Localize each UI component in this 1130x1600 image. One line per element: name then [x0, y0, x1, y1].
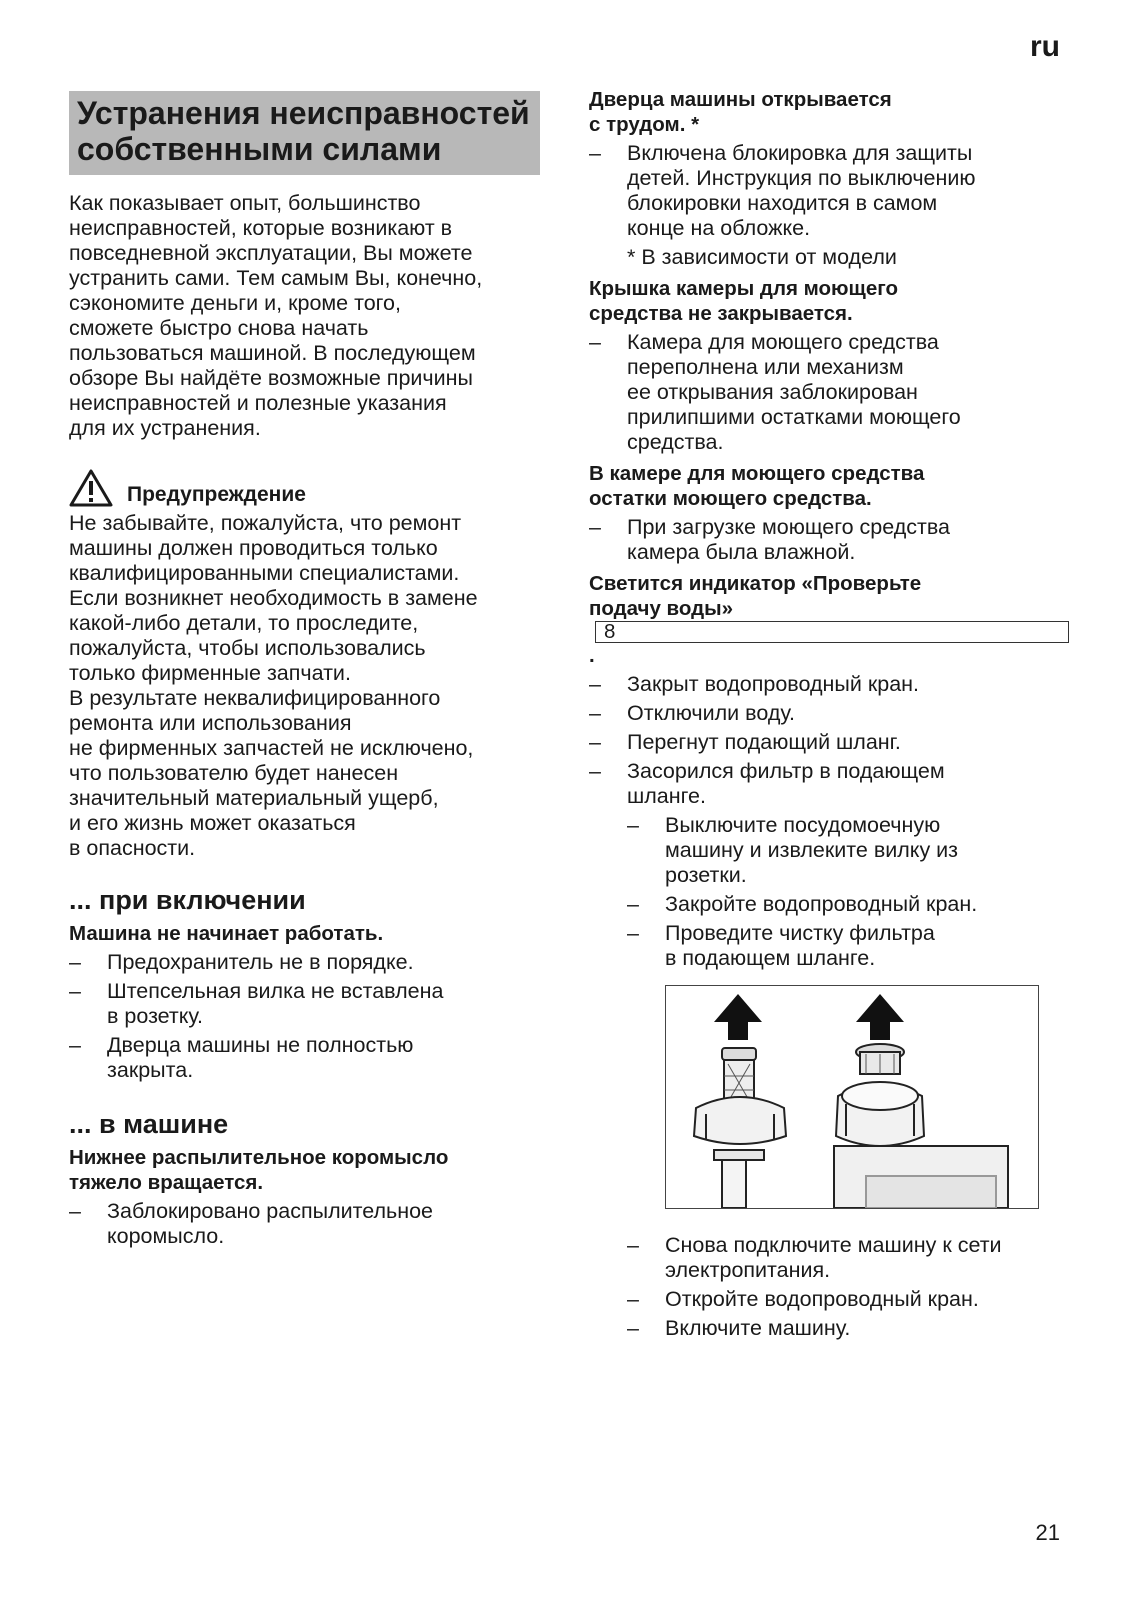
- up-arrow-icon: [856, 994, 904, 1040]
- subheading-spray-arm: Нижнее распылительное коромысло тяжело вращается.: [69, 1146, 449, 1194]
- text-line: неисправностей, которые возникают в: [69, 216, 453, 240]
- warning-title: Предупреждение: [127, 483, 306, 506]
- title-line: Устранения неисправностей: [77, 95, 530, 131]
- step-item: – Снова подключите машину к сети электропитания.: [627, 1233, 1002, 1282]
- list-item: – При загрузке моющего средства камера была влажной.: [589, 515, 950, 564]
- text-line: ремонта или использования: [69, 711, 352, 735]
- page-number: 21: [1035, 1520, 1060, 1545]
- text-line: Не забывайте, пожалуйста, что ремонт: [69, 511, 462, 535]
- text-line: не фирменных запчастей не исключено,: [69, 736, 474, 760]
- text-line: повседневной эксплуатации, Вы можете: [69, 241, 473, 265]
- hose-filter-drawing: [666, 986, 1038, 1208]
- text-line: сэкономите деньги и, кроме того,: [69, 291, 401, 315]
- subheading-lid: Крышка камеры для моющего средства не закрывается.: [589, 277, 899, 325]
- text-line: В результате неквалифицированного: [69, 686, 441, 710]
- step-item: – Закройте водопроводный кран.: [627, 892, 978, 916]
- text-line: в опасности.: [69, 836, 196, 860]
- list-item: – Предохранитель не в порядке.: [69, 950, 414, 974]
- text-line: обзоре Вы найдёте возможные причины: [69, 366, 473, 390]
- text-line: только фирменные запчати.: [69, 661, 351, 685]
- subheading-not-starting: Машина не начинает работать.: [69, 922, 384, 945]
- text-line: и его жизнь может оказаться: [69, 811, 356, 835]
- up-arrow-icon: [714, 994, 762, 1040]
- list-item: – Камера для моющего средства переполнена или механизм ее открывания заблокирован прилипшими остатками моющего средства.: [589, 330, 961, 454]
- step-item: – Включите машину.: [627, 1316, 851, 1340]
- filter-illustration: [665, 985, 1039, 1209]
- left-column: [69, 91, 539, 1249]
- valve-housing: [834, 1044, 1008, 1208]
- list-item: – Засорился фильтр в подающем шланге.: [589, 759, 945, 808]
- text-line: значительный материальный ущерб,: [69, 786, 439, 810]
- footnote: * В зависимости от модели: [627, 245, 897, 269]
- indicator-key: 8: [595, 621, 1069, 643]
- warning-text: [69, 511, 539, 861]
- text-line: пользоваться машиной. В последующем: [69, 341, 476, 365]
- right-column: [589, 87, 1069, 1341]
- list-item: – Закрыт водопроводный кран.: [589, 672, 919, 696]
- section-heading-in-machine: ... в машине: [69, 1109, 229, 1139]
- list-item: – Отключили воду.: [589, 701, 795, 725]
- text-line: машины должен проводиться только: [69, 536, 438, 560]
- text-line: квалифицированными специалистами.: [69, 561, 460, 585]
- text-line: что пользователю будет нанесен: [69, 761, 399, 785]
- text-line: для их устранения.: [69, 416, 261, 440]
- list-item: – Перегнут подающий шланг.: [589, 730, 901, 754]
- text-line: сможете быстро снова начать: [69, 316, 369, 340]
- section-heading-on-switch: ... при включении: [69, 885, 306, 915]
- text-line: Если возникнет необходимость в замене: [69, 586, 478, 610]
- text-line: пожалуйста, чтобы использовались: [69, 636, 426, 660]
- list-item: – Включена блокировка для защиты детей. Инструкция по выключению блокировки находится в самом конце на обложке.: [589, 141, 976, 240]
- list-item: – Заблокировано распылительное коромысло.: [69, 1199, 434, 1248]
- warning-heading: [69, 469, 539, 507]
- step-item: – Выключите посудомоечную машину и извлеките вилку из розетки.: [627, 813, 959, 887]
- language-tag: ru: [1030, 30, 1060, 63]
- step-item: – Проведите чистку фильтра в подающем шланге.: [627, 921, 935, 970]
- subheading-residue: В камере для моющего средства остатки моющего средства.: [589, 462, 925, 510]
- text-line: Как показывает опыт, большинство: [69, 191, 421, 215]
- list-item: – Дверца машины не полностью закрыта.: [69, 1033, 414, 1082]
- warning-triangle-icon: [69, 469, 113, 507]
- text-line: какой-либо детали, то проследите,: [69, 611, 419, 635]
- subheading-water-supply: Светится индикатор «Проверьте подачу воды» 8 .: [589, 571, 1069, 668]
- page-title: [69, 91, 540, 175]
- intro-paragraph: [69, 191, 539, 441]
- step-item: – Откройте водопроводный кран.: [627, 1287, 979, 1311]
- text-line: устранить сами. Тем самым Вы, конечно,: [69, 266, 483, 290]
- list-item: – Штепсельная вилка не вставлена в розетку.: [69, 979, 444, 1028]
- text-line: неисправностей и полезные указания: [69, 391, 447, 415]
- title-line: собственными силами: [77, 131, 442, 167]
- subheading-door: Дверца машины открывается с трудом. *: [589, 88, 892, 136]
- hose-fitting: [694, 1048, 786, 1208]
